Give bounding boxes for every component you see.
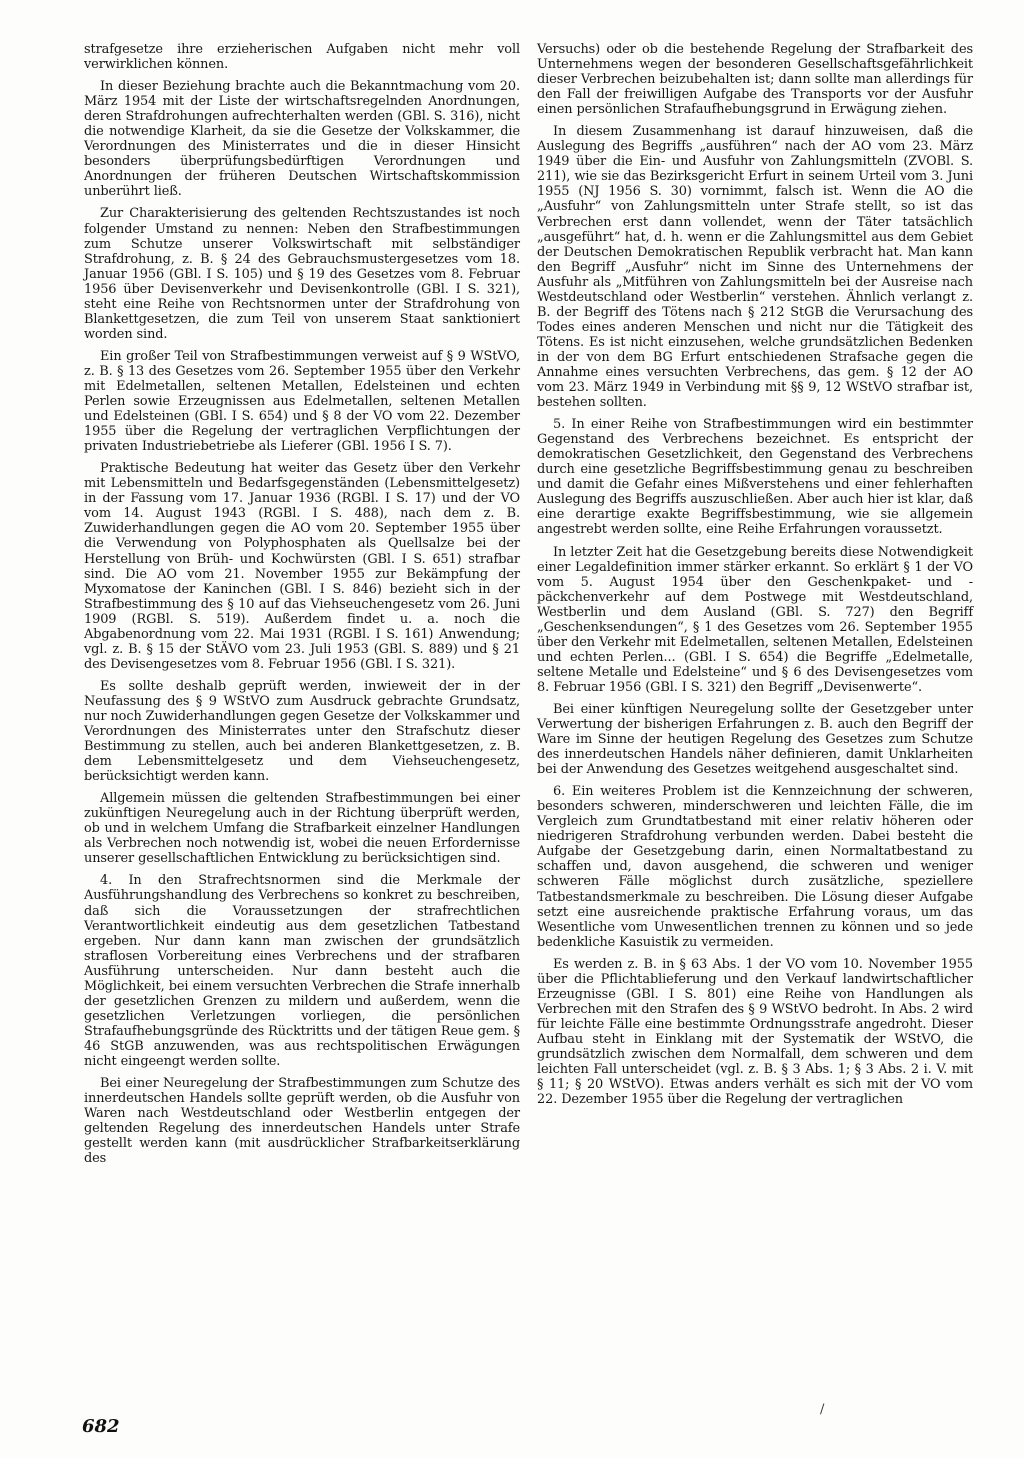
paragraph: Allgemein müssen die geltenden Strafbestimmungen bei einer zukünftigen Neuregelung auch in der Richtung überprüft werden, ob und in welchem Umfang die Strafbarkeit einzelner Handlungen als Verbrechen noch notwendig ist, wobei die neuen Erfordernisse unserer gesellschaftlichen Entwicklung zu berücksichtigen sind. [84,791,520,867]
paragraph: Bei einer Neuregelung der Strafbestimmungen zum Schutze des innerdeutschen Handels sollte geprüft werden, ob die Ausfuhr von Waren nach Westdeutschland oder Westberlin entgegen der geltenden Regelung des innerdeutschen Handels unter Strafe gestellt werden kann (mit ausdrücklicher Strafbarkeitserklärung des [84,1076,520,1167]
paragraph-section-5: 5. In einer Reihe von Strafbestimmungen wird ein bestimmter Gegenstand des Verbrechens bezeichnet. Es entspricht der demokratischen Gesetzlichkeit, den Gegenstand des Verbrechens durch eine gesetzliche Begriffsbestimmung genau zu beschreiben und damit die Gefahr eines Mißverstehens und einer fehlerhaften Auslegung des Begriffs auszuschließen. Aber auch hier ist klar, daß eine derartige exakte Begriffsbestimmung, wie sie allgemein angestrebt werden sollte, eine Reihe Erfahrungen voraussetzt. [537,417,973,538]
paragraph: Zur Charakterisierung des geltenden Rechtszustandes ist noch folgender Umstand zu nennen: Neben den Strafbestimmungen zum Schutze unserer Volkswirtschaft mit selbständiger Strafdrohung, z. B. § 24 des Gebrauchsmustergesetzes vom 18. Januar 1956 (GBl. I S. 105) und § 19 des Gesetzes vom 8. Februar 1956 über Devisenverkehr und Devisenkontrolle (GBl. I S. 321), steht eine Reihe von Rechtsnormen unter der Strafdrohung von Blankettgesetzen, die zum Teil von unserem Staat sanktioniert worden sind. [84,206,520,342]
left-column [84,42,520,1173]
paragraph: Es sollte deshalb geprüft werden, inwieweit der in der Neufassung des § 9 WStVO zum Ausdruck gebrachte Grundsatz, nur noch Zuwiderhandlungen gegen Gesetze der Volkskammer und Verordnungen des Ministerrates unter den Strafschutz dieser Bestimmung zu stellen, auch bei anderen Blankettgesetzen, z. B. dem Lebensmittelgesetz und dem Viehseuchengesetz, berücksichtigt werden kann. [84,678,520,785]
paragraph: Es werden z. B. in § 63 Abs. 1 der VO vom 10. November 1955 über die Pflichtablieferung und den Verkauf landwirtschaftlicher Erzeugnisse (GBl. I S. 801) eine Reihe von Handlungen als Verbrechen mit den Strafen des § 9 WStVO bedroht. In Abs. 2 wird für leichte Fälle eine bestimmte Ordnungsstrafe angedroht. Dieser Aufbau steht in Einklang mit der Systematik der WStVO, die grundsätzlich zwischen dem Normalfall, dem schweren und dem leichten Fall unterscheidet (vgl. z. B. § 3 Abs. 1; § 3 Abs. 2 i. V. mit § 11; § 20 WStVO). Etwas anders verhält es sich mit der VO vom 22. Dezember 1955 über die Regelung der vertraglichen [537,956,973,1108]
paragraph: Versuchs) oder ob die bestehende Regelung der Strafbarkeit des Unternehmens wegen der besonderen Gesellschaftsgefährlichkeit dieser Verbrechen beizubehalten ist; dann sollte man allerdings für den Fall der freiwilligen Aufgabe des Transports vor der Ausfuhr einen persönlichen Strafaufhebungsgrund in Erwägung ziehen. [537,42,973,118]
right-column [537,42,973,1114]
scan-mark: / [820,1402,825,1417]
paragraph: Praktische Bedeutung hat weiter das Gesetz über den Verkehr mit Lebensmitteln und Bedarfsgegenständen (Lebensmittelgesetz) in der Fassung vom 17. Januar 1936 (RGBl. I S. 17) und der VO vom 14. August 1943 (RGBl. I S. 488), nach dem z. B. Zuwiderhandlungen gegen die AO vom 20. September 1955 über die Verwendung von Polyphosphaten als Quellsalze bei der Herstellung von Brüh- und Kochwürsten (GBl. I S. 651) strafbar sind. Die AO vom 21. November 1955 zur Bekämpfung der Myxomatose der Kaninchen (GBl. I S. 846) bezieht sich in der Strafbestimmung des § 10 auf das Viehseuchengesetz vom 26. Juni 1909 (RGBl. S. 519). Außerdem findet u. a. noch die Abgabenordnung vom 22. Mai 1931 (RGBl. I S. 161) Anwendung; vgl. z. B. § 15 der StÄVO vom 23. Juli 1953 (GBl. S. 889) und § 21 des Devisengesetzes vom 8. Februar 1956 (GBl. I S. 321). [84,461,520,672]
page-number: 682 [82,1416,120,1437]
paragraph: In letzter Zeit hat die Gesetzgebung bereits diese Notwendigkeit einer Legaldefinition immer stärker erkannt. So erklärt § 1 der VO vom 5. August 1954 über den Geschenkpaket- und -päckchenverkehr auf dem Postwege mit Westdeutschland, Westberlin und dem Ausland (GBl. S. 727) den Begriff „Geschenksendungen“, § 1 des Gesetzes vom 26. September 1955 über den Verkehr mit Edelmetallen, seltenen Metallen, Edelsteinen und echten Perlen... (GBl. I S. 654) die Begriffe „Edelmetalle, seltene Metalle und Edelsteine“ und § 6 des Devisengesetzes vom 8. Februar 1956 (GBl. I S. 321) den Begriff „Devisenwerte“. [537,544,973,695]
paragraph: In dieser Beziehung brachte auch die Bekanntmachung vom 20. März 1954 mit der Liste der wirtschaftsregelnden Anordnungen, deren Strafdrohungen aufrechterhalten werden (GBl. S. 316), nicht die notwendige Klarheit, da sie die Gesetze der Volkskammer, die Verordnungen des Ministerrates und die in dieser Hinsicht besonders überprüfungsbedürftigen Verordnungen und Anordnungen der früheren Deutschen Wirtschaftskommission unberührt ließ. [84,79,520,200]
paragraph-section-6: 6. Ein weiteres Problem ist die Kennzeichnung der schweren, besonders schweren, minderschweren und leichten Fälle, die im Vergleich zum Grundtatbestand mit einer relativ höheren oder niedrigeren Strafdrohung verbunden werden. Dabei besteht die Aufgabe der Gesetzgebung darin, einen Normaltatbestand zu schaffen und, davon ausgehend, die schweren und weniger schweren Fälle möglichst durch zusätzliche, speziellere Tatbestandsmerkmale zu beschreiben. Die Lösung dieser Aufgabe setzt eine ausreichende praktische Erfahrung voraus, um das Wesentliche vom Unwesentlichen trennen zu können und so jede bedenkliche Kasuistik zu vermeiden. [537,784,973,950]
paragraph: strafgesetze ihre erzieherischen Aufgaben nicht mehr voll verwirklichen können. [84,42,520,73]
paragraph: Bei einer künftigen Neuregelung sollte der Gesetzgeber unter Verwertung der bisherigen Erfahrungen z. B. auch den Begriff der Ware im Sinne der heutigen Regelung des Gesetzes zum Schutze des innerdeutschen Handels näher definieren, damit Unklarheiten bei der Anwendung des Gesetzes weitgehend ausgeschaltet sind. [537,701,973,778]
paragraph-section-4: 4. In den Strafrechtsnormen sind die Merkmale der Ausführungshandlung des Verbrechens so konkret zu beschreiben, daß sich die Voraussetzungen der strafrechtlichen Verantwortlichkeit eindeutig aus dem gesetzlichen Tatbestand ergeben. Nur dann kann man zwischen der grundsätzlich straflosen Vorbereitung eines Verbrechens und der strafbaren Ausführung unterscheiden. Nur dann besteht auch die Möglichkeit, bei einem versuchten Verbrechen die Strafe innerhalb der gesetzlichen Grenzen zu mildern und außerdem, wenn die gesetzlichen Verletzungen vorliegen, die persönlichen Strafaufhebungsgründe des Rücktritts und der tätigen Reue gem. § 46 StGB anzuwenden, was aus rechtspolitischen Erwägungen nicht eingeengt werden sollte. [84,873,520,1069]
paragraph: Ein großer Teil von Strafbestimmungen verweist auf § 9 WStVO, z. B. § 13 des Gesetzes vom 26. September 1955 über den Verkehr mit Edelmetallen, seltenen Metallen, Edelsteinen und echten Perlen sowie Erzeugnissen aus Edelmetallen, seltenen Metallen und Edelsteinen (GBl. I S. 654) und § 8 der VO vom 22. Dezember 1955 über die Regelung der vertraglichen Verpflichtungen der privaten Industriebetriebe als Lieferer (GBl. 1956 I S. 7). [84,348,520,455]
paragraph: In diesem Zusammenhang ist darauf hinzuweisen, daß die Auslegung des Begriffs „ausführen“ nach der AO vom 23. März 1949 über die Ein- und Ausfuhr von Zahlungsmitteln (ZVOBl. S. 211), wie sie das Bezirksgericht Erfurt in seinem Urteil vom 3. Juni 1955 (NJ 1956 S. 30) vornimmt, falsch ist. Wenn die AO die „Ausfuhr“ von Zahlungsmitteln unter Strafe stellt, so ist das Verbrechen erst dann vollendet, wenn der Täter tatsächlich „ausgeführt“ hat, d. h. wenn er die Zahlungsmittel aus dem Gebiet der Deutschen Demokratischen Republik verbracht hat. Man kann den Begriff „Ausfuhr“ nicht im Sinne des Unternehmens der Ausfuhr als „Mitführen von Zahlungsmitteln bei der Ausreise nach Westdeutschland oder Westberlin“ verstehen. Ähnlich verlangt z. B. der Begriff des Tötens nach § 212 StGB die Verursachung des Todes eines anderen Menschen und nicht nur die Tätigkeit des Tötens. Es ist nicht einzusehen, welche grundsätzlichen Bedenken in der von dem BG Erfurt entschiedenen Strafsache gegen die Annahme eines versuchten Verbrechens, das gem. § 12 der AO vom 23. März 1949 in Verbindung mit §§ 9, 12 WStVO strafbar ist, bestehen sollten. [537,124,973,411]
